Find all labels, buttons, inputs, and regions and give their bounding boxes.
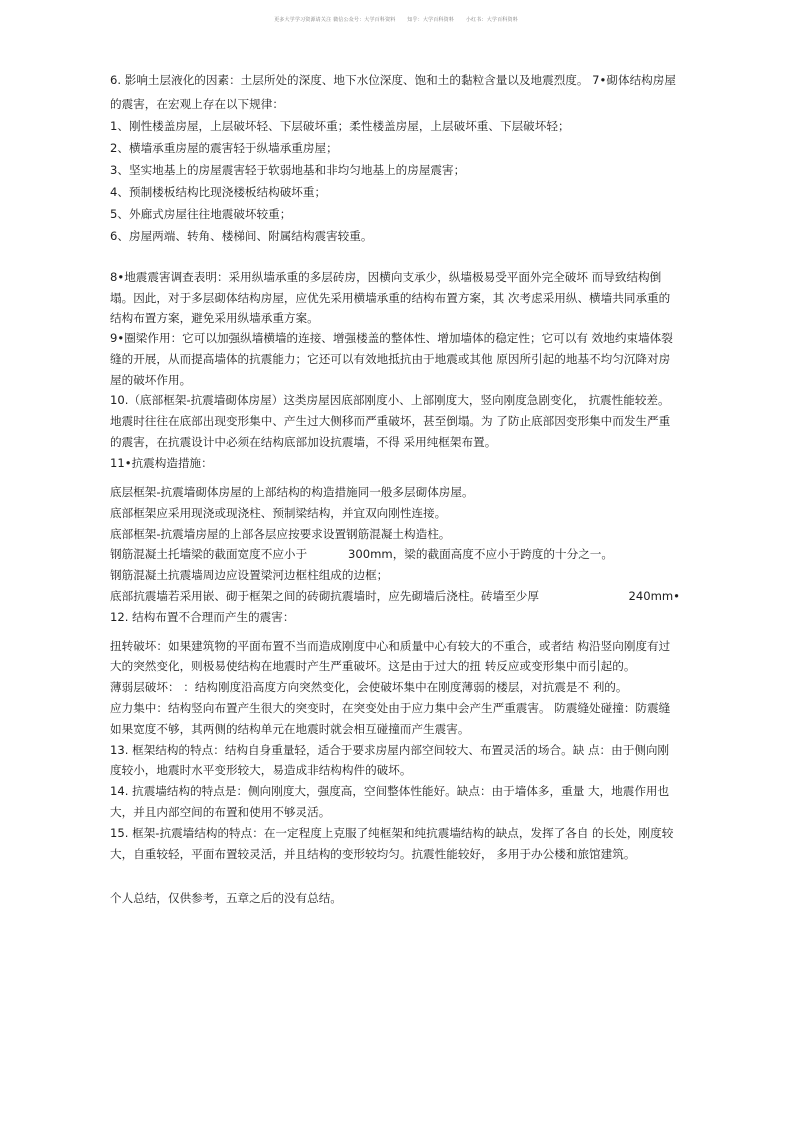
header-text-3: 小红书：大学百科资料 [465, 17, 518, 23]
text-line: 缝的开展，从而提高墙体的抗震能力；它还可以有效地抵抗由于地震或其他 原因所引起的地基不均匀沉降对房 [110, 352, 671, 366]
text-line: 应力集中：结构竖向布置产生很大的突变时，在突变处由于应力集中会产生严重震害。 防震缝处碰撞：防震缝 [110, 701, 671, 715]
text-line: 1、刚性楼盖房屋，上层破坏轻、下层破坏重；柔性楼盖房屋，上层破坏重、下层破坏轻； [110, 119, 570, 133]
text-line: 9•圈梁作用：它可以加强纵墙横墙的连接、增强楼盖的整体性、增加墙体的稳定性；它可以有 效地约束墙体裂 [110, 331, 673, 345]
text-line: 底层框架-抗震墙砌体房屋的上部结构的构造措施同一般多层砌体房屋。 [110, 485, 474, 499]
text-line: 15. 框架-抗震墙结构的特点：在一定程度上克服了纯框架和纯抗震墙结构的缺点，发挥了各自 的长处，刚度较 [110, 826, 674, 840]
text-line: 的震害，在抗震设计中必须在结构底部加设抗震墙，不得 采用纯框架布置。 [110, 435, 497, 449]
text-line: 钢筋混凝土抗震墙周边应设置梁河边框柱组成的边框； [110, 568, 389, 582]
header-text-2: 知乎：大学百科资料 [407, 17, 455, 23]
text-line: 如果宽度不够，其两侧的结构单元在地震时就会相互碰撞而产生震害。 [110, 722, 470, 736]
text-line: 3、坚实地基上的房屋震害轻于软弱地基和非均匀地基上的房屋震害； [110, 163, 466, 177]
header-text-1: 更多大学学习资源请关注 微信公众号：大学百科资料 [274, 17, 396, 23]
text-segment: 底部抗震墙若采用嵌、砌于框架之间的砖砌抗震墙时，应先砌墙后浇柱。砖墙至少厚 [110, 589, 539, 603]
text-line: 10.（底部框架-抗震墙砌体房屋）这类房屋因底部刚度小、上部刚度大，竖向刚度急剧变化， 抗震性能较差。 [110, 393, 670, 407]
page-header [0, 16, 792, 23]
text-segment: 300mm，梁的截面高度不应小于跨度的十分之一。 [348, 547, 613, 561]
text-line: 底部框架-抗震墙房屋的上部各层应按要求设置钢筋混凝土构造柱。 [110, 527, 451, 541]
text-line: 大的突然变化，则极易使结构在地震时产生严重破坏。这是由于过大的扭 转反应或变形集中而引起的。 [110, 659, 636, 673]
text-line: 6、房屋两端、转角、楼梯间、附属结构震害较重。 [110, 229, 373, 243]
text-line: 个人总结，仅供参考，五章之后的没有总结。 [110, 891, 342, 905]
text-line: 屋的破坏作用。 [110, 373, 192, 387]
text-line: 12. 结构布置不合理而产生的震害： [110, 610, 295, 624]
text-line: 4、预制楼板结构比现浇楼板结构破坏重； [110, 185, 327, 199]
text-line: 大，并且内部空间的布置和使用不够灵活。 [110, 805, 331, 819]
text-line: 薄弱层破坏： ：结构刚度沿高度方向突然变化，会使破坏集中在刚度薄弱的楼层，对抗震是不 利的。 [110, 680, 628, 694]
text-line-split [110, 546, 680, 562]
text-line: 度较小，地震时水平变形较大，易造成非结构构件的破坏。 [110, 763, 412, 777]
text-line: 的震害，在宏观上存在以下规律： [110, 97, 284, 111]
text-segment: 240mm• [628, 589, 680, 603]
text-line: 6. 影响土层液化的因素：土层所处的深度、地下水位深度、饱和土的黏粒含量以及地震烈度。 7•砌体结构房屋 [110, 73, 676, 87]
text-line: 13. 框架结构的特点：结构自身重量轻，适合于要求房屋内部空间较大、布置灵活的场合。缺 点：由于侧向刚 [110, 743, 670, 757]
text-line: 大，自重较轻，平面布置较灵活，并且结构的变形较均匀。抗震性能较好， 多用于办公楼和旅馆建筑。 [110, 847, 636, 861]
text-line: 扭转破坏：如果建筑物的平面布置不当而造成刚度中心和质量中心有较大的不重合，或者结 构沿竖向刚度有过 [110, 639, 671, 653]
text-segment: 钢筋混凝土托墙梁的截面宽度不应小于 [110, 547, 308, 561]
text-line: 2、横墙承重房屋的震害轻于纵墙承重房屋； [110, 141, 338, 155]
text-line-split [110, 588, 680, 604]
text-line: 14. 抗震墙结构的特点是：侧向刚度大，强度高，空间整体性能好。缺点：由于墙体多，重量 大，地震作用也 [110, 784, 670, 798]
text-line: 5、外廊式房屋往往地震破坏较重； [110, 207, 292, 221]
text-line: 8•地震震害调查表明：采用纵墙承重的多层砖房，因横向支承少，纵墙极易受平面外完全破坏 而导致结构倒 [110, 270, 662, 284]
text-line: 塌。因此，对于多层砌体结构房屋，应优先采用横墙承重的结构布置方案，其 次考虑采用纵、横墙共同承重的 [110, 291, 671, 305]
text-line: 结构布置方案，避免采用纵墙承重方案。 [110, 311, 319, 325]
text-line: 地震时往往在底部出现变形集中、产生过大侧移而严重破坏，甚至倒塌。为 了防止底部因变形集中而发生严重 [110, 414, 671, 428]
text-line: 11•抗震构造措施： [110, 456, 213, 470]
text-line: 底部框架应采用现浇或现浇柱、预制梁结构，并宜双向刚性连接。 [110, 506, 447, 520]
